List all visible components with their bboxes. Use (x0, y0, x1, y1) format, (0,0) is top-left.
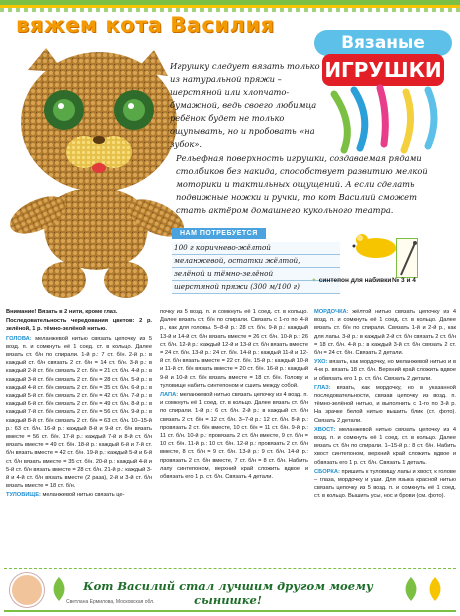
instruction-keyword: ТУЛОВИЩЕ: (6, 492, 41, 499)
instruction-paragraph (314, 358, 456, 383)
instruction-keyword: ЛАПА: (160, 392, 179, 399)
instruction-keyword: ГОЛОВА: (6, 335, 32, 342)
instruction-keyword: МОРДОЧКА: (314, 309, 349, 315)
quote-author: Светлана Ермилова, Московская обл. (66, 599, 155, 605)
materials-item: зелёной и тёмно-зелёной (172, 268, 340, 281)
instruction-text: Внимание! Вязать в 2 нити, кроме глаз. (6, 309, 118, 315)
instruction-text: меланжевой нитью связать це- (42, 492, 125, 499)
reader-quote-footer (4, 568, 456, 612)
instruction-text: Последовательность чередования цветов: 2 р. зелёной, 1 р. тёмно-зелёной нитью. (6, 318, 152, 333)
intro-paragraph: Игрушку следует вязать только из натуральной пряжи – шерстяной или хлопчато-бумажной, ведь своего любимца ребёнок будет не только ощупывать, но и пробовать «на зубок». (170, 61, 320, 149)
instruction-text: жёлтой нитью связать цепочку из 4 возд. п. и сомкнуть её 1 соед. ст. в кольцо. Далее вязать ст. б/н по спирали. Связать 1-й и 2-й р., как для лапы. 3-й р.: в каждый 2-й ст. б/н связать 2 ст. б/н = 18 ст. б/н. 4-й р.: в каждый 3-й ст. б/н связать 2 ст. б/н = 24 ст. б/н. Связать 2 детали. (314, 309, 456, 357)
instruction-paragraph (6, 308, 152, 316)
instruction-keyword: ГЛАЗ: (314, 384, 331, 391)
category-badge (314, 30, 452, 88)
instruction-text: меланжевой нитью связать цепочку из 5 возд. п. и сомкнуть её 1 соед. ст. в кольцо. Далее вязать ст. б/н по спирали. 1-й р.: 7 ст. б/н. 2-й р.: в каждый ст. б/н связать 2 ст. б/н = 14 ст. б/н. 3-й р.: в каждый 2-й ст. б/н связать 2 ст. б/н = 21 ст. б/н. 4-й р.: в каждый 3-й ст. б/н связать 2 ст. б/н = 28 ст. б/н. 5-й р.: в каждый 4-й ст. б/н связать 2 ст. б/н = 35 ст. б/н. 6-й р.: в каждый 5-й ст. б/н связать 2 ст. б/н = 42 ст. б/н. 7-й р.: в каждый 6-й ст. б/н связать 2 ст. б/н = 49 ст. б/н. 8-й р.: в каждый 7-й ст. б/н связать 2 ст. б/н = 56 ст. б/н. 9-й р.: в каждый 8-й ст. б/н связать 2 ст. б/н = 63 ст. б/н. 10–15-й р.: 63 ст. б/н. 16-й р.: каждый 8-й и 9-й ст. б/н вязать вместе = 56 ст. б/н. 17-й р.: каждый 7-й и 8-й ст. б/н вязать вместе = 49 ст. б/н. 18-й р.: каждый 6-й и 7-й ст. б/н вязать вместе = 42 ст. б/н. 19-й р.: каждый 5-й и 6-й ст. б/н вязать вместе = 35 ст. б/н. 20-й р.: каждый 4-й и 5-й ст. б/н вязать вместе = 28 ст. б/н. 21-й р.: каждый 3-й и 4-й ст. б/н вязать вместе (2 раза), 2-й и 3-й ст. б/н вязать вместе = 18 ст. б/н. (6, 335, 152, 490)
instruction-text: вязать, как мордочку, но в указанной последовательности, связав цепочку из возд. п. тёмно-зелёной нитью, и выполнить с 1-го по 3-й р. На зрачке белой нитью вышить блик (ст. фото). Связать 2 детали. (314, 384, 456, 424)
materials-item: 100 г коричнево-жёлтой (172, 242, 340, 255)
materials-title: НАМ ПОТРЕБУЕТСЯ (172, 228, 266, 239)
instructions-column-1 (6, 308, 152, 501)
instruction-paragraph (6, 335, 152, 491)
filling-label: синтепон для набивки (318, 277, 392, 284)
materials-box (128, 228, 456, 290)
badge-top-label: Вязаные (314, 30, 452, 56)
crochet-hook-icon (396, 238, 418, 278)
instructions-column-2 (160, 308, 308, 482)
instruction-text: меланжевой нитью связать цепочку из 4 возд. п. и сомкнуть её 1 соед. ст. в кольцо. Далее вязать ст. б/н по спирали. 1–15-й р.: 8 ст. б/н. Набить хвост синтепоном, верхний край сложить вдвое и обвязать его 1 р. ст. б/н. Связать 1 деталь. (314, 426, 456, 466)
instruction-paragraph (314, 468, 456, 501)
instruction-keyword: СБОРКА: (314, 468, 340, 475)
materials-extra (312, 277, 391, 284)
instruction-paragraph (6, 317, 152, 333)
instruction-paragraph (314, 308, 456, 357)
instruction-keyword: УХО: (314, 359, 328, 366)
author-avatar (10, 573, 44, 607)
instruction-paragraph (160, 391, 308, 481)
hook-size-label: № 3 и 4 (392, 277, 416, 284)
leaf-icon (424, 575, 446, 603)
reader-quote: Кот Василий стал лучшим другом моему сынишке! (83, 579, 373, 607)
leaf-icon (400, 575, 422, 603)
materials-item: меланжевой, остатки жёлтой, (172, 255, 340, 268)
instruction-text: меланжевой нитью связать цепочку из 4 возд. п. и сомкнуть её 1 соед. ст. в кольцо. Далее вязать ст. б/н по спирали. 1-й р.: 6 ст. б/н. 2-й р.: в каждый ст. б/н связать 2 ст. б/н = 12 ст. б/н. 3–7-й р.: 12 ст. б/н. 8-й р.: провязать 2 ст. б/н вместе, 10 ст. б/н = 11 ст. б/н. 9-й р.: 11 ст. б/н. 10-й р.: провязать 2 ст. б/н вместе, 9 ст. б/н = 10 ст. б/н. 11-й р.: 10 ст. б/н. 12-й р.: провязать 2 ст. б/н вместе, 8 ст. б/н = 9 ст. б/н. 13-й р.: 9 ст. б/н. 14-й р.: провязать 2 ст. б/н вместе, 7 ст. б/н = 8 ст. б/н. Набить лапу синтепоном, верхний край сложить вдвое и обвязать его 1 р. ст. б/н. Связать 4 детали. (160, 392, 308, 481)
plus-icon: + (312, 277, 316, 284)
materials-item: шерстяной пряжи (300 м/100 г) (172, 281, 340, 294)
dotted-stripe (0, 8, 460, 12)
page-title: вяжем кота Василия (16, 13, 275, 37)
instruction-keyword: ХВОСТ: (314, 426, 336, 433)
materials-list (172, 242, 340, 294)
instruction-paragraph (314, 426, 456, 467)
badge-bottom-label: ИГРУШКИ (322, 54, 444, 86)
instruction-text: пришить к туловищу лапы и хвост, к голове – глаза, мордочку и уши. Для языка красной нитью связать цепочку из 5 возд. п. и сомкнуть её 1 соед. ст. в кольцо. Вышить усы, нос и брови (см. фото). (314, 468, 456, 500)
instruction-paragraph (314, 384, 456, 425)
instruction-paragraph (160, 308, 308, 390)
intro-paragraph-2: Рельефная поверхность игрушки, создаваемая рядами столбиков без накида, способствует развитию мелкой моторики и тактильных ощущений. А если сделать подвижные ножки и ручки, то кот Василий сможет стать актёром домашнего кукольного театра. (176, 153, 428, 215)
yarn-skeins (324, 84, 458, 154)
instructions-column-3 (314, 308, 456, 502)
instruction-text: почку из 5 возд. п. и сомкнуть её 1 соед. ст. в кольцо. Далее вязать ст. б/н по спирали. Связать с 1-го по 4-й р., как для головы. 5–8-й р.: 28 ст. б/н. 9-й р.: каждый 13-й и 14-й ст. б/н вязать вместе = 26 ст. б/н. 10-й р.: 26 ст. б/н. 12-й р.: каждый 12-й и 13-й ст. б/н вязать вместе = 24 ст. б/н. 13-й р.: 24 ст. б/н. 14-й р.: каждый 11-й и 12-й ст. б/н вязать вместе = 22 ст. б/н. 15-й р.: каждый 10-й и 11-й ст. б/н вязать вместе = 20 ст. б/н. 16-й р.: каждый 9-й и 10-й ст. б/н вязать вместе = 18 ст. б/н. Голову и туловище набить синтепоном и сшить между собой. (160, 309, 308, 389)
instruction-text: вязать, как мордочку, но меланжевой нитью и в 4-м р. вязать 18 ст. б/н. Верхний край сложить вдвое и обвязать его 1 р. ст. б/н. Связать 2 детали. (314, 359, 456, 382)
instruction-paragraph (6, 491, 152, 499)
